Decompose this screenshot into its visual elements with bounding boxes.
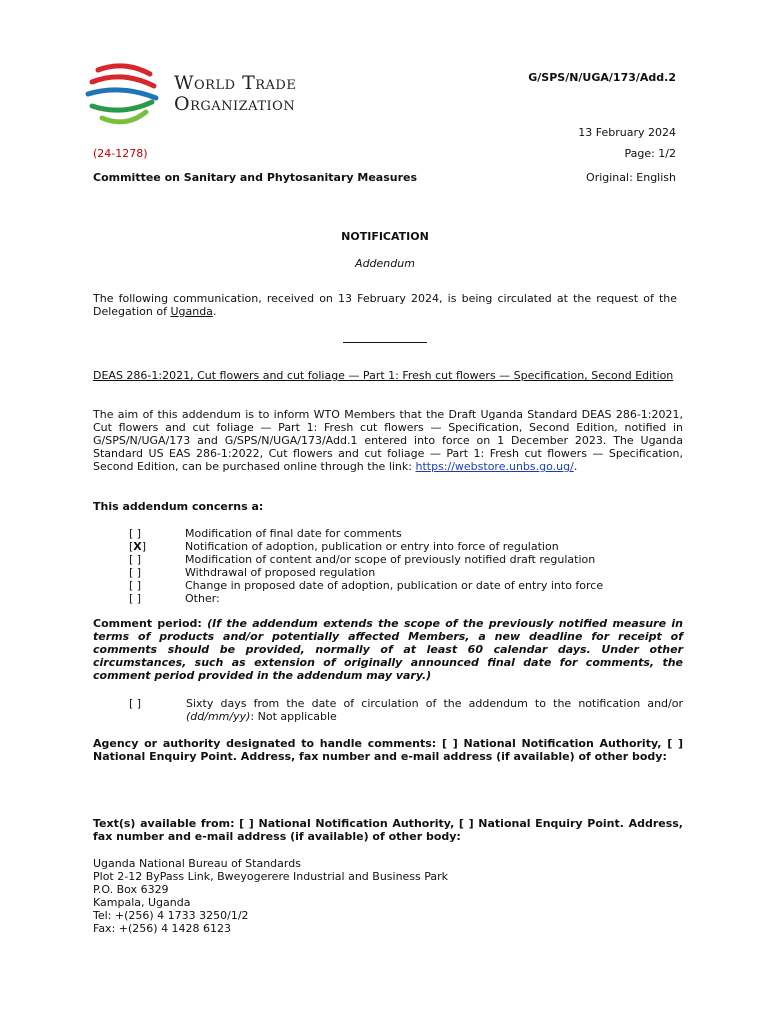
document-date: 13 February 2024 — [578, 126, 676, 139]
webstore-link[interactable]: https://webstore.unbs.go.ug/ — [415, 460, 574, 473]
concern-item — [93, 579, 693, 592]
concern-text: Modification of final date for comments — [185, 527, 402, 540]
concern-text: Notification of adoption, publication or entry into force of regulation — [185, 540, 559, 553]
wto-emblem-icon — [84, 58, 164, 130]
intro-paragraph — [93, 292, 677, 318]
agency-section: Agency or authority designated to handle comments: [ ] National Notification Authority, [ ] National Enquiry Point. Address, fax number and e-mail address (if available) of other body: — [93, 737, 683, 763]
sixty-days-checkbox: [ ] — [129, 697, 142, 710]
standard-title: DEAS 286-1:2021, Cut flowers and cut foliage — Part 1: Fresh cut flowers — Specification, Second Edition — [93, 369, 674, 382]
document-number: (24-1278) — [93, 147, 148, 160]
aim-paragraph — [93, 408, 683, 473]
comment-period-label: Comment period: — [93, 617, 208, 630]
texts-available-section: Text(s) available from: [ ] National Notification Authority, [ ] National Enquiry Point. Address, fax number and e-mail address (if available) of other body: — [93, 817, 683, 843]
concerns-list — [93, 527, 693, 605]
concerns-heading: This addendum concerns a: — [93, 500, 264, 513]
logo-line-2: Organization — [174, 93, 296, 115]
wto-logo — [84, 58, 344, 130]
address-line: Uganda National Bureau of Standards — [93, 857, 301, 870]
date-format: (dd/mm/yy) — [186, 710, 251, 723]
aim-end: . — [573, 460, 578, 473]
comment-period-text: (If the addendum extends the scope of the previously notified measure in terms of products and/or potentially affected Members, a new deadline for receipt of comments should be provided, normally of at least 60 calendar days. Under other circumstances, such as extension of originally announced final date for comments, the comment period provided in the addendum may vary.) — [93, 617, 684, 682]
checkbox-unchecked: [ ] — [129, 579, 142, 592]
checkbox-unchecked: [ ] — [129, 592, 142, 605]
concern-text: Modification of content and/or scope of previously notified draft regulation — [185, 553, 596, 566]
concern-item — [93, 553, 693, 566]
concern-text: Other: — [185, 592, 220, 605]
address-line: Fax: +(256) 4 1428 6123 — [93, 922, 232, 935]
checkbox-mark: X — [133, 540, 142, 553]
checkbox-unchecked: [ ] — [129, 566, 142, 579]
original-language: Original: English — [586, 171, 676, 184]
committee-name: Committee on Sanitary and Phytosanitary Measures — [93, 171, 418, 184]
concern-item — [93, 592, 693, 605]
sixty-days-description: Sixty days from the date of circulation of the addendum to the notification and/or — [186, 697, 683, 710]
separator-line — [343, 342, 427, 343]
sixty-days-text — [186, 697, 683, 723]
sixty-days-value: : Not applicable — [250, 710, 337, 723]
page-title: NOTIFICATION — [341, 230, 429, 243]
page-subtitle: Addendum — [355, 257, 415, 270]
concern-item — [93, 540, 693, 553]
concern-item — [93, 566, 693, 579]
intro-text-end: . — [212, 305, 217, 318]
address-line: Kampala, Uganda — [93, 896, 191, 909]
logo-line-1: World Trade — [174, 72, 297, 94]
checkbox-open: [ — [129, 540, 134, 553]
address-block — [93, 857, 448, 935]
address-line: Plot 2-12 ByPass Link, Bweyogerere Industrial and Business Park — [93, 870, 449, 883]
intro-country: Uganda — [170, 305, 213, 318]
concern-item — [93, 527, 693, 540]
comment-period — [93, 617, 683, 682]
document-symbol: G/SPS/N/UGA/173/Add.2 — [528, 71, 676, 84]
address-line: P.O. Box 6329 — [93, 883, 169, 896]
aim-text: The aim of this addendum is to inform WTO Members that the Draft Uganda Standard DEAS 286-1:2021, Cut flowers and cut foliage — Part 1: Fresh cut flowers — Specification, Second Edition, notified in G/SPS/N/UGA/173 and G/SPS/N/UGA/173/Add.1 entered into force on 1 December 2023. The Uganda Standard US EAS 286-1:2022, Cut flowers and cut foliage — Part 1: Fresh cut flowers — Specification, Second Edition, can be purchased online through the link: — [93, 408, 683, 473]
checkbox-checked — [93, 540, 185, 553]
address-line: Tel: +(256) 4 1733 3250/1/2 — [93, 909, 249, 922]
intro-text: The following communication, received on 13 February 2024, is being circulated at the request of the Delegation of — [93, 292, 677, 318]
checkbox-close: ] — [141, 540, 147, 553]
concern-text: Withdrawal of proposed regulation — [185, 566, 376, 579]
concern-text: Change in proposed date of adoption, publication or date of entry into force — [185, 579, 604, 592]
page-indicator: Page: 1/2 — [624, 147, 676, 160]
checkbox-unchecked: [ ] — [129, 527, 142, 540]
checkbox-unchecked: [ ] — [129, 553, 142, 566]
